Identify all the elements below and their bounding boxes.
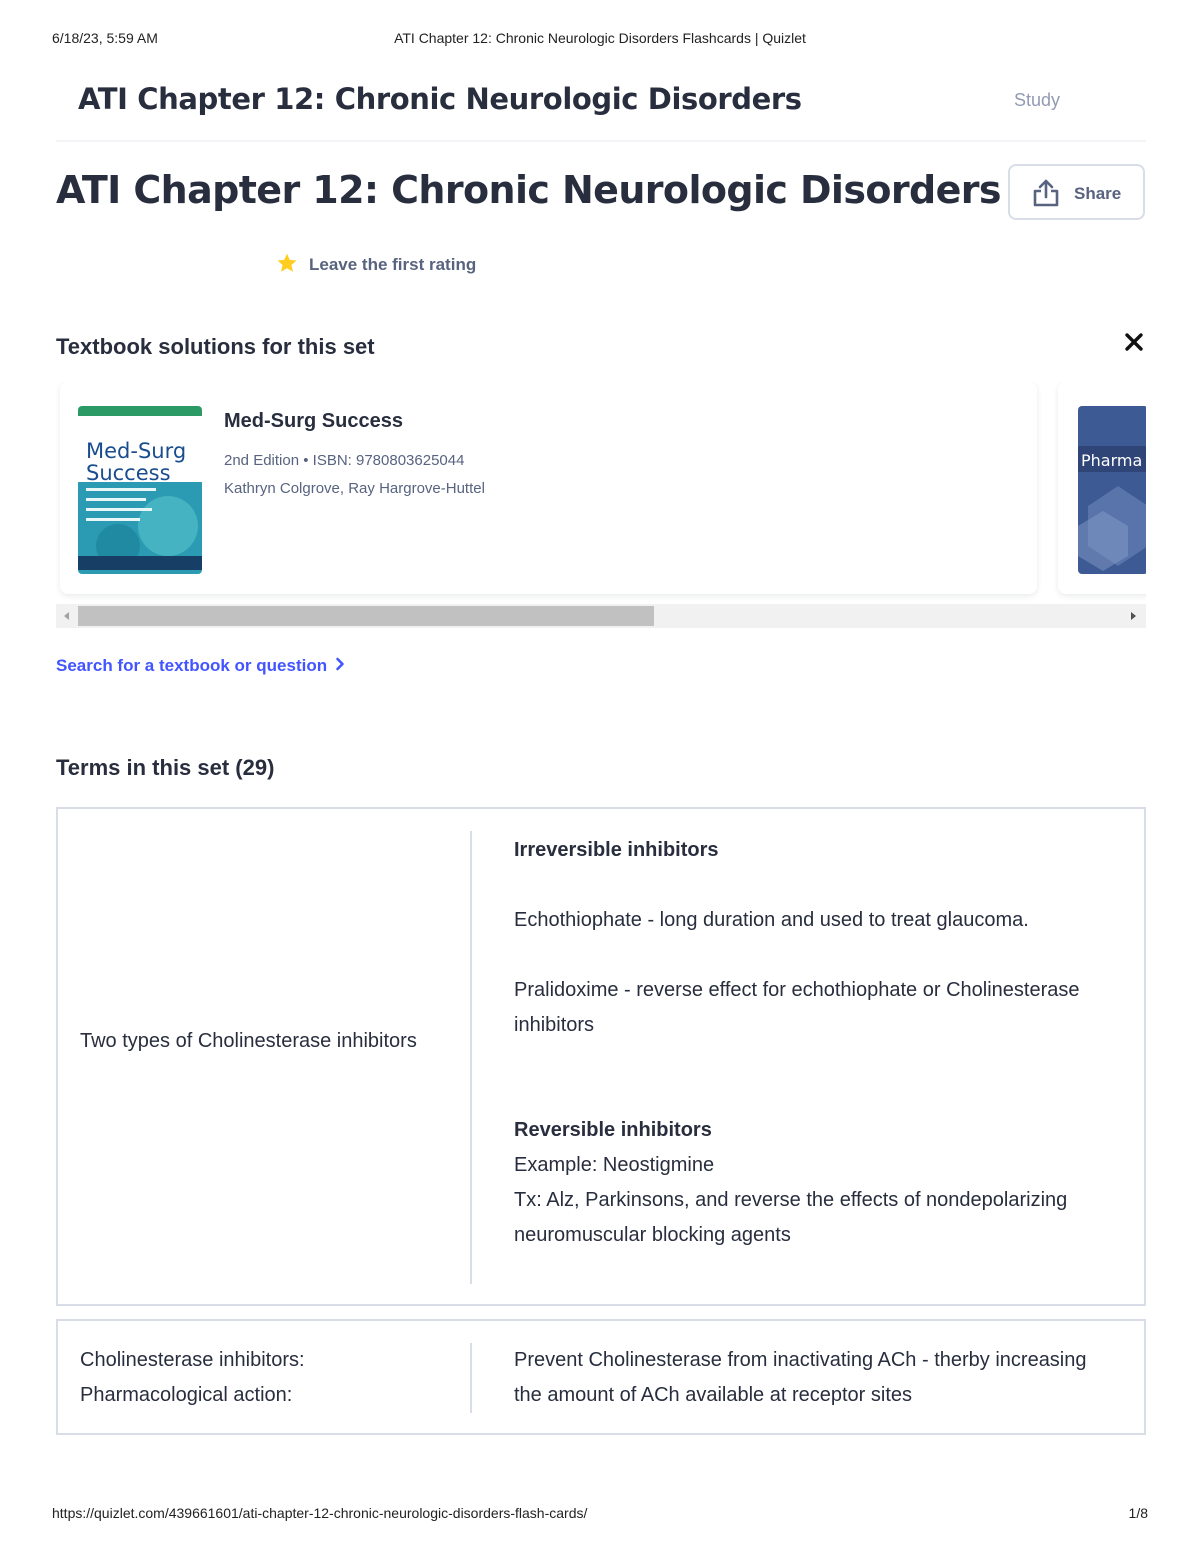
- definition-spacer: [514, 1078, 1114, 1113]
- definition-spacer: [514, 1043, 1114, 1078]
- scroll-right-arrow-icon[interactable]: [1126, 609, 1140, 623]
- terms-section-title: Terms in this set (29): [56, 755, 275, 780]
- book-title[interactable]: Med-Surg Success: [224, 410, 403, 432]
- page-title: ATI Chapter 12: Chronic Neurologic Disorders: [56, 168, 1001, 212]
- term-definition: Prevent Cholinesterase from inactivating ACh - therby increasing the amount of ACh available at receptor sites: [514, 1349, 1087, 1406]
- topbar-title: ATI Chapter 12: Chronic Neurologic Disorders: [78, 82, 802, 116]
- textbook-section-title: Textbook solutions for this set: [56, 334, 375, 359]
- textbook-card[interactable]: [1058, 382, 1146, 594]
- book-cover-art: [1078, 406, 1146, 574]
- scrollbar-thumb[interactable]: [78, 606, 654, 626]
- print-document-title: ATI Chapter 12: Chronic Neurologic Disorders Flashcards | Quizlet: [394, 30, 806, 46]
- definition-heading: Reversible inhibitors: [514, 1119, 712, 1141]
- book-authors: Kathryn Colgrove, Ray Hargrove-Huttel: [224, 480, 485, 497]
- book-cover-art: [78, 406, 202, 574]
- close-icon[interactable]: [1122, 330, 1146, 354]
- cover-title-line-1: Pharma: [1081, 451, 1143, 470]
- term-word: Two types of Cholinesterase inhibitors: [80, 1030, 417, 1052]
- definition-line: Pralidoxime - reverse effect for echothiophate or Cholinesterase inhibitors: [514, 979, 1080, 1036]
- term-divider: [470, 1343, 472, 1413]
- print-footer: [52, 1505, 1148, 1523]
- print-page-number: 1/8: [1128, 1505, 1148, 1521]
- cover-title-line-2: Success: [86, 461, 171, 485]
- book-cover: [78, 406, 202, 574]
- term-divider: [470, 831, 472, 1284]
- top-bar: [56, 80, 1146, 142]
- term-card[interactable]: [56, 1319, 1146, 1435]
- chevron-right-icon: [335, 657, 345, 671]
- print-url: https://quizlet.com/439661601/ati-chapter-12-chronic-neurologic-disorders-flash-cards/: [52, 1505, 588, 1521]
- share-icon: [1032, 178, 1060, 208]
- definition-line: Tx: Alz, Parkinsons, and reverse the effects of nondepolarizing neuromuscular blocking agents: [514, 1189, 1068, 1246]
- study-button[interactable]: Study: [1013, 90, 1060, 110]
- textbook-carousel[interactable]: [56, 382, 1146, 628]
- definition-spacer: [514, 938, 1114, 973]
- book-cover: [1078, 406, 1146, 574]
- definition-line: Echothiophate - long duration and used to treat glaucoma.: [514, 909, 1029, 931]
- search-link-label: Search for a textbook or question: [56, 656, 328, 675]
- textbook-card[interactable]: [60, 382, 1037, 594]
- rating-label: Leave the first rating: [309, 255, 477, 274]
- print-header: [52, 30, 1148, 48]
- term-definition: [514, 833, 1114, 1253]
- cover-title-line-1: Med-Surg: [86, 439, 187, 463]
- book-edition-isbn: 2nd Edition • ISBN: 9780803625044: [224, 452, 465, 469]
- print-datetime: 6/18/23, 5:59 AM: [52, 30, 158, 46]
- definition-spacer: [514, 868, 1114, 903]
- share-button[interactable]: [1008, 164, 1145, 220]
- search-textbook-link[interactable]: [56, 656, 345, 676]
- share-label: Share: [1074, 184, 1122, 203]
- horizontal-scrollbar[interactable]: [56, 604, 1146, 628]
- scroll-left-arrow-icon[interactable]: [60, 609, 74, 623]
- term-word: Cholinesterase inhibitors: Pharmacological action:: [80, 1349, 305, 1406]
- star-icon: [276, 252, 298, 274]
- definition-heading: Irreversible inhibitors: [514, 839, 719, 861]
- definition-line: Example: Neostigmine: [514, 1154, 715, 1176]
- term-card[interactable]: [56, 807, 1146, 1306]
